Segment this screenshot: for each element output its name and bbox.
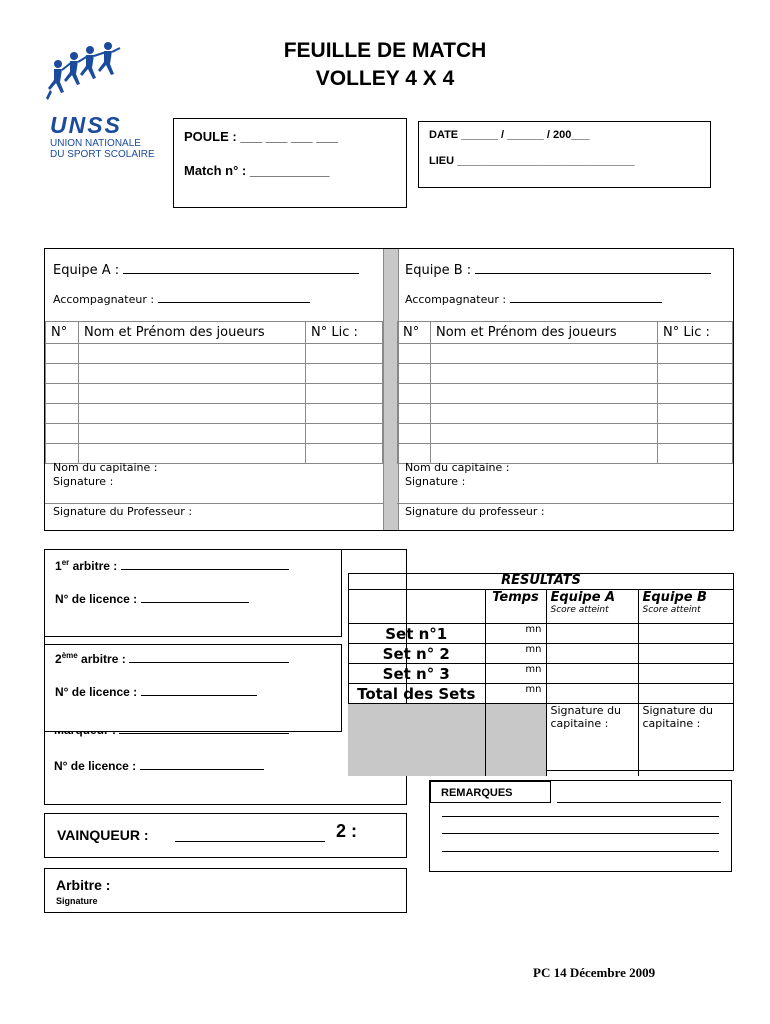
row-unit: mn <box>485 624 546 644</box>
marqueur-licence-label: N° de licence : <box>54 759 137 773</box>
table-row[interactable] <box>348 684 734 704</box>
poule-box <box>173 118 407 208</box>
remarques-label: REMARQUES <box>430 781 551 803</box>
title-line1: FEUILLE DE MATCH <box>283 39 487 62</box>
accomp-a-field[interactable] <box>53 293 310 306</box>
remarques-line[interactable] <box>442 833 719 834</box>
vainqueur-field[interactable] <box>175 841 325 842</box>
vainqueur-label: VAINQUEUR : <box>57 827 149 843</box>
date-box <box>418 121 711 188</box>
col-equipe-b: Equipe B <box>642 590 707 605</box>
col-equipe-a: Equipe A <box>550 590 616 605</box>
equipe-a-label: Equipe A : <box>53 263 120 278</box>
sig-capitaine-b[interactable]: Signature du capitaine : <box>638 704 734 776</box>
equipe-a-field[interactable] <box>53 263 359 278</box>
row-unit: mn <box>485 664 546 684</box>
col-temps: Temps <box>485 590 546 624</box>
capitaine-a-label: Nom du capitaine : <box>53 461 158 474</box>
team-b-section <box>397 249 733 530</box>
prof-sig-b[interactable]: Signature du professeur : <box>405 505 545 518</box>
unss-logo <box>36 40 156 160</box>
date-label: DATE <box>429 129 459 141</box>
logo-line1: UNION NATIONALE <box>50 138 141 149</box>
results-section <box>348 573 734 771</box>
col-lic-b: N° Lic : <box>658 322 733 344</box>
row-label: Set n° 2 <box>348 644 485 664</box>
equipe-b-label: Equipe B : <box>405 263 472 278</box>
arbitre2-field[interactable] <box>55 651 289 666</box>
capitaine-b[interactable] <box>405 461 510 489</box>
score-atteint-a: Score atteint <box>550 605 609 615</box>
arbitre1-num: 1 <box>55 559 62 573</box>
table-row[interactable] <box>398 344 733 364</box>
col-name-b: Nom et Prénom des joueurs <box>431 322 658 344</box>
accomp-a-label: Accompagnateur : <box>53 293 155 306</box>
vainqueur-sep: 2 : <box>336 821 358 841</box>
footer-text: PC 14 Décembre 2009 <box>533 965 656 980</box>
col-lic-a: N° Lic : <box>306 322 383 344</box>
arbitre1-field[interactable] <box>55 558 289 573</box>
arbitre2-licence-label: N° de licence : <box>55 685 138 699</box>
arbitre1-sup: er <box>61 558 70 567</box>
date-blank: ______ / ______ / 200___ <box>461 129 590 141</box>
teams-box <box>44 248 734 531</box>
arbitre-sig-label: Arbitre : <box>56 877 111 893</box>
poule-blank: ___ ___ ___ ___ <box>240 129 338 144</box>
arbitre2-licence[interactable] <box>55 685 257 699</box>
row-label: Set n° 3 <box>348 664 485 684</box>
arbitre-signature-box[interactable] <box>44 868 407 913</box>
equipe-b-field[interactable] <box>405 263 711 278</box>
table-row[interactable] <box>46 404 383 424</box>
runners-icon <box>36 40 131 108</box>
remarques-line[interactable] <box>442 851 719 852</box>
table-row[interactable] <box>348 664 734 684</box>
arbitre1-licence[interactable] <box>55 592 249 606</box>
remarques-line[interactable] <box>442 816 719 817</box>
match-field[interactable] <box>184 163 329 178</box>
arbitre2-label: arbitre : <box>77 652 126 666</box>
table-row[interactable] <box>398 404 733 424</box>
lieu-label: LIEU <box>429 155 455 167</box>
poule-field[interactable] <box>184 129 338 144</box>
results-table <box>348 589 734 776</box>
page-title <box>200 37 570 93</box>
table-row[interactable] <box>46 344 383 364</box>
accomp-b-label: Accompagnateur : <box>405 293 507 306</box>
players-table-b <box>397 321 733 464</box>
arbitre1-label: arbitre : <box>69 559 118 573</box>
arbitre1-box <box>44 549 342 637</box>
col-num-b: N° <box>398 322 431 344</box>
table-row[interactable] <box>398 424 733 444</box>
arbitre2-num: 2 <box>55 652 62 666</box>
table-row[interactable] <box>46 424 383 444</box>
capitaine-a[interactable] <box>53 461 158 489</box>
vainqueur-box <box>44 813 407 858</box>
table-row[interactable] <box>348 644 734 664</box>
table-row[interactable] <box>398 364 733 384</box>
players-table-a <box>45 321 383 464</box>
row-label: Total des Sets <box>348 684 485 704</box>
lieu-blank: _____________________________ <box>457 155 635 167</box>
team-a-section <box>45 249 383 530</box>
col-name-a: Nom et Prénom des joueurs <box>79 322 306 344</box>
title-line2: VOLLEY 4 X 4 <box>315 67 455 90</box>
sig-capitaine-a[interactable]: Signature du capitaine : <box>546 704 638 776</box>
row-label: Set n°1 <box>348 624 485 644</box>
capitaine-b-label: Nom du capitaine : <box>405 461 510 474</box>
marqueur-licence[interactable] <box>54 759 264 773</box>
arbitre2-box <box>44 644 342 732</box>
score-atteint-b: Score atteint <box>642 605 701 615</box>
arbitre2-sup: ème <box>61 651 78 660</box>
match-blank: ___________ <box>249 163 330 178</box>
row-unit: mn <box>485 684 546 704</box>
arbitre1-licence-label: N° de licence : <box>55 592 138 606</box>
row-unit: mn <box>485 644 546 664</box>
date-field[interactable] <box>429 129 590 141</box>
signature-b-label: Signature : <box>405 475 466 488</box>
table-row[interactable] <box>398 384 733 404</box>
prof-sig-a[interactable]: Signature du Professeur : <box>53 505 193 518</box>
table-row[interactable] <box>348 624 734 644</box>
results-title: RESULTATS <box>501 573 581 588</box>
poule-label: POULE : <box>184 129 237 144</box>
arbitre-sig-sub: Signature <box>56 896 98 906</box>
match-label: Match n° : <box>184 163 247 178</box>
accomp-b-field[interactable] <box>405 293 662 306</box>
col-num-a: N° <box>46 322 79 344</box>
logo-title: UNSS <box>50 112 122 138</box>
signature-a-label: Signature : <box>53 475 114 488</box>
table-row[interactable] <box>46 384 383 404</box>
remarques-box <box>429 780 732 872</box>
lieu-field[interactable] <box>429 155 635 167</box>
logo-line2: DU SPORT SCOLAIRE <box>50 149 155 160</box>
table-row[interactable] <box>46 364 383 384</box>
